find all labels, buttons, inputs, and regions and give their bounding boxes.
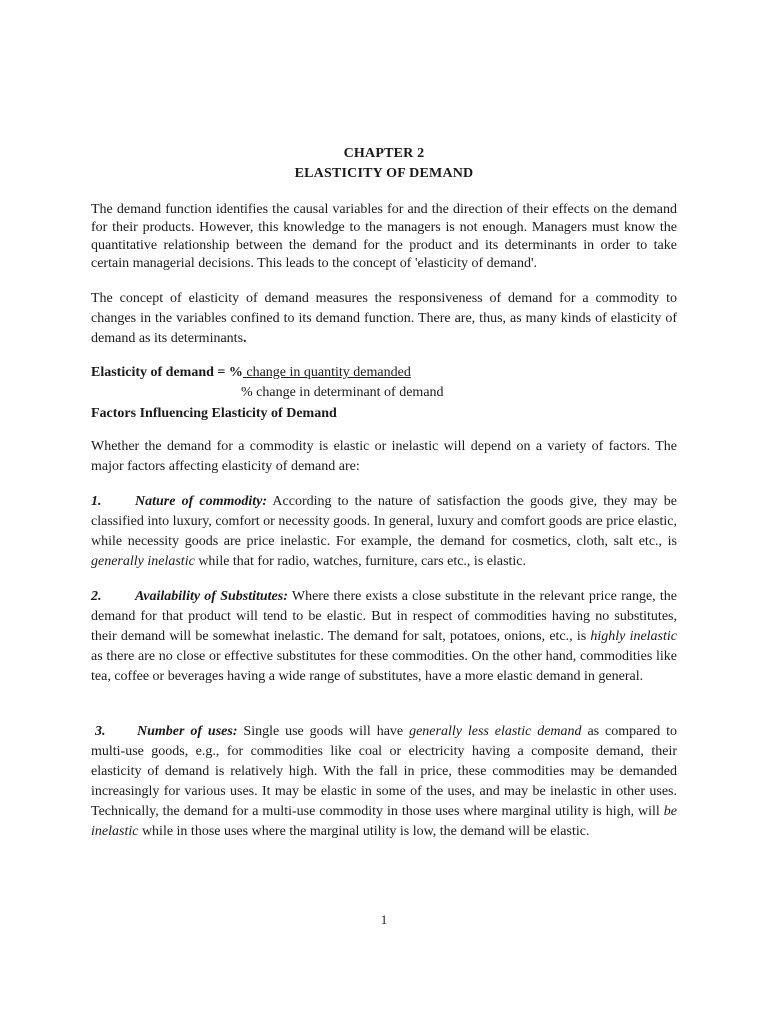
factor-3-text-a: Single use goods will have: [237, 724, 410, 739]
factor-3-text-c: while in those uses where the marginal utility is low, the demand will be elastic.: [138, 824, 590, 839]
formula-label: Elasticity of demand = %: [91, 365, 243, 380]
factor-item-1: [91, 492, 677, 572]
factor-2-text-b: as there are no close or effective substitutes for these commodities. On the other hand, commodities like tea, coffee or beverages having a wide range of substitutes, have a more elastic demand in general.: [91, 649, 677, 684]
chapter-number: CHAPTER 2: [343, 146, 425, 161]
factor-2-number: 2.: [91, 589, 102, 604]
formula-denominator: % change in determinant of demand: [241, 385, 444, 400]
factor-1-text-b: while that for radio, watches, furniture, cars etc., is elastic.: [194, 554, 527, 569]
intro-paragraph-2-period: .: [243, 331, 247, 346]
factor-3-italic-a: generally less elastic demand: [409, 724, 582, 739]
factor-item-2: [91, 587, 677, 687]
factor-item-3: [91, 722, 677, 842]
factor-3-italic-b: be inelastic: [91, 804, 677, 839]
factor-1-text-a: According to the nature of satisfaction the goods give, they may be classified into luxury, comfort or necessity goods. In general, luxury and comfort goods are price elastic, while necessity goods are price inelastic. For example, the demand for cosmetics, cloth, salt etc., is: [91, 494, 677, 549]
factor-3-text-b: as compared to multi-use goods, e.g., for commodities like coal or electricity having a composite demand, their elasticity of demand is relatively high. With the fall in price, these commodities may be demanded increasingly for various uses. It may be elastic in some of the uses, and may be inelastic in other uses. Technically, the demand for a multi-use commodity in those uses where marginal utility is high, will: [91, 724, 678, 819]
intro-paragraph-2-text: The concept of elasticity of demand measures the responsiveness of demand for a commodity to changes in the variables confined to its demand function. There are, thus, as many kinds of elasticity of demand as its determinants: [91, 291, 677, 346]
factor-3-number: 3.: [95, 724, 106, 739]
chapter-title: ELASTICITY OF DEMAND: [294, 166, 474, 181]
formula-numerator: change in quantity demanded: [242, 365, 411, 380]
factor-3-title: Number of uses:: [137, 724, 238, 739]
factor-1-number: 1.: [91, 494, 102, 509]
page-number: 1: [380, 912, 388, 927]
intro-paragraph-2: [91, 289, 677, 349]
factor-2-text-a: Where there exists a close substitute in the relevant price range, the demand for that product will tend to be elastic. But in respect of commodities having no substitutes, their demand will be somewhat inelastic. The demand for salt, potatoes, onions, etc., is: [91, 589, 677, 644]
factor-1-title: Nature of commodity:: [135, 494, 268, 509]
factors-intro: Whether the demand for a commodity is elastic or inelastic will depend on a variety of factors. The major factors affecting elasticity of demand are:: [91, 439, 677, 474]
factor-2-italic: highly inelastic: [590, 629, 677, 644]
intro-paragraph-1: The demand function identifies the causal variables for and the direction of their effects on the demand for their products. However, this knowledge to the managers is not enough. Managers must know the quantitative relationship between the demand for the product and its determinants in order to take certain managerial decisions. This leads to the concept of 'elasticity of demand'.: [91, 202, 677, 271]
factor-1-italic: generally inelastic: [91, 554, 195, 569]
factor-2-title: Availability of Substitutes:: [135, 589, 288, 604]
factors-heading: Factors Influencing Elasticity of Demand: [91, 406, 337, 421]
formula-line: [91, 363, 411, 383]
